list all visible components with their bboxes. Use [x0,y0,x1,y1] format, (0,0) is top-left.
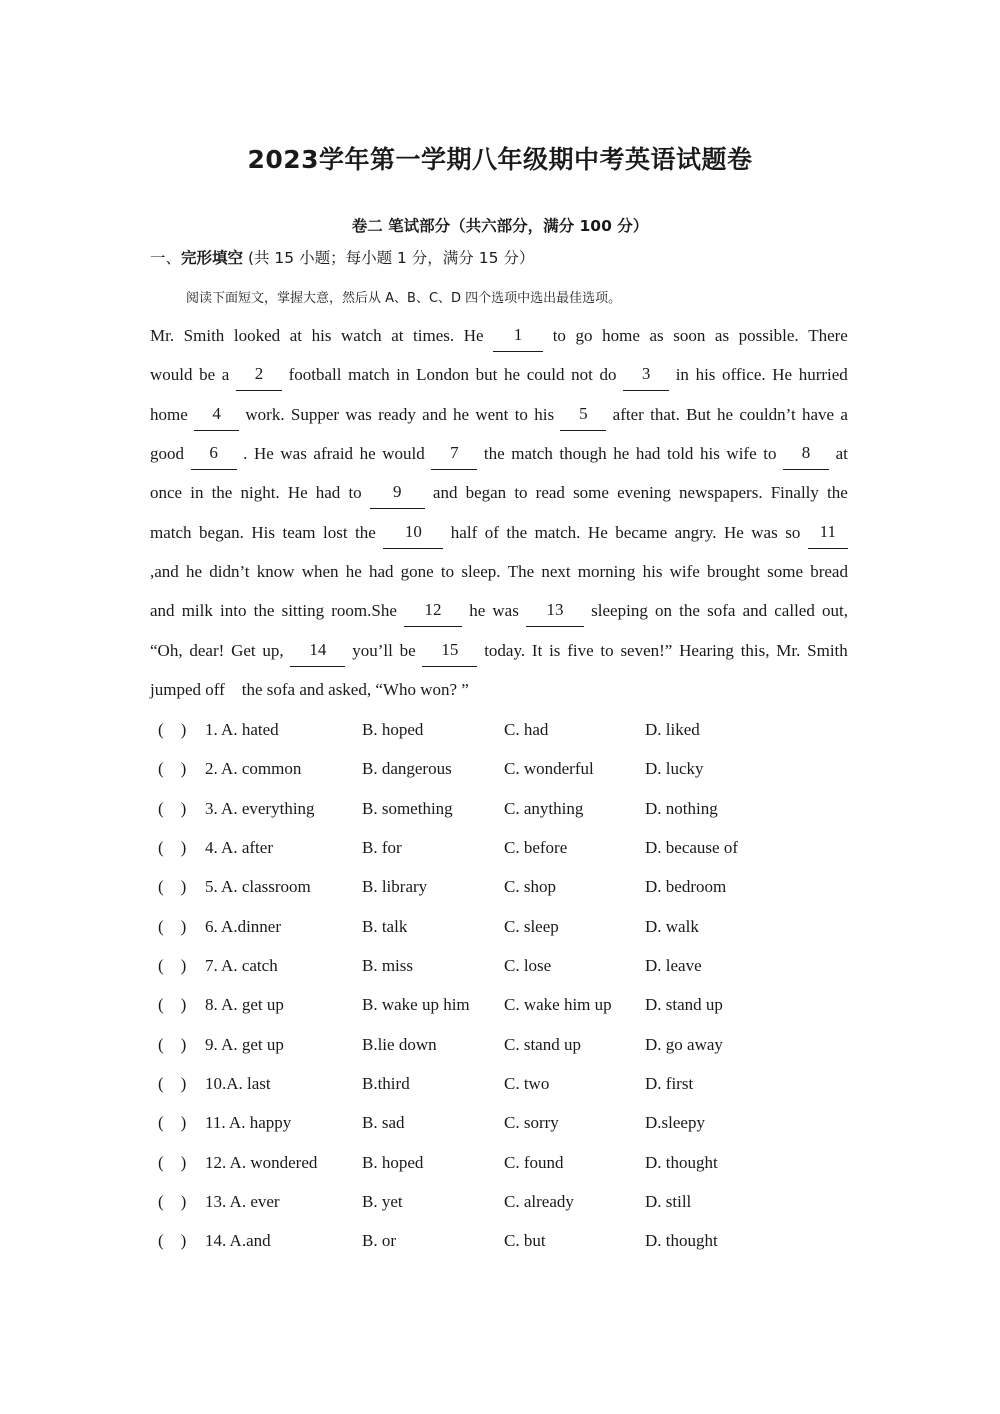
passage-word: to [600,641,614,660]
passage-word: had [368,562,394,581]
passage-word: in [675,365,689,384]
passage-word: he [359,444,376,463]
passage-word: the [483,444,505,463]
passage-word: he [717,405,734,424]
blank-1: 1 [493,326,543,352]
passage-word: a [221,365,230,384]
passage-word: dear! [189,641,225,660]
passage-word: the [506,523,528,542]
option-a: 11. A. happy [205,1113,292,1132]
passage-word: ready [378,405,416,424]
passage-word: He [253,444,274,463]
passage-word: to [514,405,528,424]
passage-word: “Oh, [150,641,183,660]
passage-word: he [185,562,203,581]
answer-bracket[interactable]: ( ) [158,995,187,1014]
passage-word: he [345,562,362,581]
passage-word: sleeping [591,601,648,620]
option-d: D. still [645,1192,692,1211]
passage-word: when [301,562,339,581]
passage-word: but [475,365,498,384]
option-c: C. sorry [504,1113,559,1132]
passage-word: went [475,405,509,424]
passage-word: could [526,365,565,384]
option-c: C. lose [504,956,552,975]
passage-word: was [280,444,307,463]
passage-word: morning [577,562,636,581]
passage-word: seven!” [620,641,673,660]
option-b: B. hoped [362,1153,424,1172]
option-b: B. sad [362,1113,405,1132]
passage-word: is [549,641,561,660]
answer-bracket[interactable]: ( ) [158,1074,187,1093]
passage-word: and [150,601,175,620]
passage-word: was [751,523,778,542]
answer-bracket[interactable]: ( ) [158,877,187,896]
question-row [150,956,850,980]
passage-word: to [348,483,362,502]
passage-word: brought [707,562,760,581]
option-d: D. lucky [645,759,704,778]
option-b: B.third [362,1074,410,1093]
option-b: B. something [362,799,453,818]
passage-word: know [256,562,295,581]
answer-bracket[interactable]: ( ) [158,1231,187,1250]
passage-word: do [599,365,617,384]
passage-word: and [422,405,447,424]
option-c: C. shop [504,877,556,896]
passage-word: and [432,483,458,502]
passage-word: sleep. [461,562,501,581]
blank-9: 9 [370,483,425,509]
passage-word: evening [617,483,671,502]
passage-word: called [774,601,815,620]
passage-line [150,405,848,431]
passage-word: night. [240,483,280,502]
passage-word: today. [484,641,526,660]
blank-11: 11 [808,523,848,549]
passage-word: at [391,326,404,345]
passage-word: couldn’t [739,405,796,424]
passage-word: next [541,562,571,581]
answer-bracket[interactable]: ( ) [158,956,187,975]
passage-word: His [251,523,275,542]
option-c: C. had [504,720,549,739]
instruction-text: 阅读下面短文，掌握大意，然后从 A、B、C、D 四个选项中选出最佳选项。 [186,291,622,306]
blank-14: 14 [290,641,345,667]
option-b: B. dangerous [362,759,452,778]
passage-word: football [288,365,342,384]
option-a: 7. A. catch [205,956,278,975]
passage-word: would [150,365,193,384]
passage-word: bread [810,562,848,581]
passage-word: up, [262,641,284,660]
passage-word: so [785,523,801,542]
option-c: C. already [504,1192,574,1211]
passage-word: he [504,365,521,384]
passage-word: that. [650,405,680,424]
passage-word: didn’t [209,562,250,581]
section-note: (共 15 小题；每小题 1 分，满分 15 分） [243,249,535,267]
option-b: B. hoped [362,720,424,739]
passage-word: the [827,483,848,502]
passage-line [150,641,848,667]
option-d: D. thought [645,1153,718,1172]
passage-word: There [808,326,848,345]
question-row [150,720,850,744]
passage-word: looked [233,326,281,345]
passage-word: He [772,365,793,384]
passage-word: his [695,365,716,384]
answer-bracket[interactable]: ( ) [158,1035,187,1054]
option-c: C. but [504,1231,546,1250]
passage-word: into [220,601,247,620]
passage-word: room.She [331,601,397,620]
passage-word: the [253,601,275,620]
passage-word: after [612,405,644,424]
passage-word: office. [722,365,766,384]
passage-word: some [573,483,609,502]
passage-word: this, [740,641,770,660]
question-row [150,1035,850,1059]
option-a: 14. A.and [205,1231,271,1250]
passage-line [150,601,848,627]
passage-word: as [714,326,730,345]
option-d: D. because of [645,838,738,857]
passage-word: angry. [674,523,717,542]
question-row [150,1074,850,1098]
option-c: C. sleep [504,917,559,936]
option-c: C. stand up [504,1035,581,1054]
passage-line [150,365,848,391]
passage-word: The [507,562,535,581]
answer-bracket[interactable]: ( ) [158,1113,187,1132]
question-row [150,759,850,783]
answer-bracket[interactable]: ( ) [158,1192,187,1211]
question-row [150,838,850,862]
option-b: B. library [362,877,428,896]
passage-word: became [615,523,668,542]
passage-word: began [465,483,507,502]
passage-word: home [602,326,640,345]
passage-word: match. [534,523,581,542]
passage-word: in [190,483,204,502]
passage-word: Get [231,641,256,660]
answer-bracket[interactable]: ( ) [158,1153,187,1172]
section-heading [150,246,534,268]
option-a: 1. A. hated [205,720,279,739]
passage-word: go [575,326,593,345]
passage-word: watch [341,326,382,345]
passage-line [150,523,848,549]
passage-line [150,326,848,352]
question-row [150,1153,850,1177]
passage-word: some [767,562,803,581]
option-d: D. nothing [645,799,718,818]
option-d: D. stand up [645,995,723,1014]
passage-word: match [348,365,390,384]
passage-word: as [649,326,664,345]
option-d: D. go away [645,1035,723,1054]
passage-word: half [450,523,478,542]
option-a: 5. A. classroom [205,877,311,896]
passage-line [150,444,848,470]
option-b: B. miss [362,956,414,975]
option-b: B. yet [362,1192,403,1211]
passage-line: jumped off the sofa and asked, “Who won? ” [150,680,469,699]
passage-word: to [552,326,566,345]
option-c: C. two [504,1074,550,1093]
passage-word: would [382,444,425,463]
passage-word: Hearing [679,641,734,660]
option-d: D. bedroom [645,877,727,896]
passage-word: his [700,444,720,463]
passage-word: to [514,483,528,502]
passage-word: lost [323,523,348,542]
passage-word: match [150,523,192,542]
option-d: D. liked [645,720,700,739]
option-c: C. wake him up [504,995,612,1014]
passage-word: you’ll [352,641,393,660]
option-d: D. leave [645,956,702,975]
passage-word: a [840,405,848,424]
section-name: 完形填空 [181,249,244,267]
option-c: C. before [504,838,568,857]
passage-word: Mr. [776,641,801,660]
passage-word: be [199,365,216,384]
passage-word: had [635,444,661,463]
passage-word: wife [669,562,700,581]
passage-line [150,483,848,509]
section-number: 一、 [150,249,182,267]
passage-word: match [511,444,553,463]
passage-word: He [587,523,608,542]
passage-word: to [763,444,777,463]
passage-word: his [311,326,332,345]
blank-5: 5 [560,405,606,431]
passage-word: not [571,365,593,384]
passage-word: Supper [290,405,340,424]
passage-word: good [150,444,184,463]
blank-3: 3 [623,365,669,391]
page-subtitle: 卷二 笔试部分（共六部分，满分 100 分） [351,217,649,235]
passage-word: Mr. [150,326,175,345]
passage-word: But [686,405,711,424]
passage-word: the [355,523,376,542]
passage-word: He [287,483,308,502]
passage-word: gone [400,562,434,581]
passage-word: he [453,405,470,424]
passage-word: ,and [150,562,179,581]
passage-word: the [679,601,700,620]
option-c: C. wonderful [504,759,594,778]
passage-word: be [399,641,416,660]
passage-word: home [150,405,188,424]
passage-word: soon [673,326,706,345]
blank-8: 8 [783,444,829,470]
question-row [150,877,850,901]
passage-word: at [289,326,303,345]
option-a: 6. A.dinner [205,917,282,936]
option-a: 12. A. wondered [205,1153,318,1172]
passage-word: once [150,483,183,502]
blank-12: 12 [404,601,462,627]
passage-word: . [243,444,248,463]
option-b: B.lie down [362,1035,437,1054]
passage-word: read [535,483,565,502]
passage-word: London [416,365,470,384]
option-d: D. walk [645,917,699,936]
passage-word: five [567,641,594,660]
question-row [150,1231,850,1255]
passage-word: his [642,562,663,581]
passage-word: Smith [807,641,848,660]
passage-word: sofa [707,601,736,620]
passage-word: at [835,444,848,463]
passage-word: out, [822,601,848,620]
passage-word: he [469,601,486,620]
passage-word: and [742,601,768,620]
option-a: 13. A. ever [205,1192,280,1211]
passage-word: in [396,365,410,384]
passage-word: Finally [770,483,819,502]
option-c: C. found [504,1153,564,1172]
passage-word: wife [726,444,757,463]
blank-4: 4 [194,405,239,431]
question-row [150,1113,850,1137]
option-a: 10.A. last [205,1074,271,1093]
passage-word: he [613,444,630,463]
option-a: 9. A. get up [205,1035,284,1054]
passage-word: afraid [313,444,354,463]
passage-word: He [463,326,484,345]
question-row [150,1192,850,1216]
answer-bracket[interactable]: ( ) [158,759,187,778]
question-row [150,917,850,941]
blank-6: 6 [191,444,237,470]
answer-bracket[interactable]: ( ) [158,720,187,739]
passage-word: of [484,523,499,542]
blank-2: 2 [236,365,282,391]
passage-word: team [282,523,316,542]
blank-15: 15 [422,641,477,667]
passage-word: possible. [738,326,799,345]
option-c: C. anything [504,799,584,818]
option-d: D. thought [645,1231,718,1250]
passage-word: to [440,562,455,581]
passage-word: He [723,523,744,542]
passage-word: was [345,405,372,424]
passage-word: the [211,483,233,502]
question-row [150,995,850,1019]
option-b: B. wake up him [362,995,470,1014]
answer-bracket[interactable]: ( ) [158,917,187,936]
option-b: B. or [362,1231,396,1250]
passage-word: though [559,444,607,463]
passage-word: work. [245,405,285,424]
option-b: B. talk [362,917,408,936]
option-a: 4. A. after [205,838,273,857]
passage-word: had [315,483,341,502]
option-a: 2. A. common [205,759,302,778]
passage-word: times. [413,326,455,345]
passage-word: sitting [281,601,325,620]
passage-word: hurried [798,365,848,384]
passage-word: have [802,405,835,424]
page-title: 2023学年第一学期八年级期中考英语试题卷 [247,145,753,174]
blank-13: 13 [526,601,584,627]
option-b: B. for [362,838,402,857]
passage-word: Smith [183,326,225,345]
question-row [150,799,850,823]
passage-word: began. [199,523,244,542]
passage-word: on [654,601,672,620]
option-a: 8. A. get up [205,995,284,1014]
blank-7: 7 [431,444,477,470]
answer-bracket[interactable]: ( ) [158,838,187,857]
passage-word: was [492,601,519,620]
passage-word: newspapers. [679,483,763,502]
passage-word: milk [181,601,213,620]
passage-line [150,562,848,588]
option-d: D.sleepy [645,1113,705,1132]
answer-bracket[interactable]: ( ) [158,799,187,818]
option-d: D. first [645,1074,694,1093]
passage-word: his [534,405,555,424]
passage-word: told [666,444,694,463]
option-a: 3. A. everything [205,799,315,818]
passage-word: It [531,641,543,660]
blank-10: 10 [383,523,443,549]
